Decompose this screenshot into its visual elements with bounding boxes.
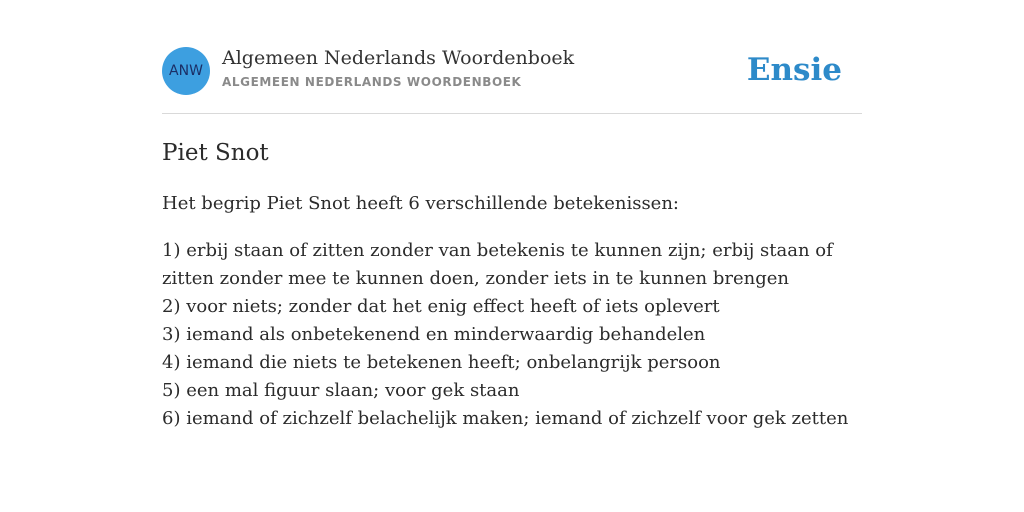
intro-text: Het begrip Piet Snot heeft 6 verschillende betekenissen: — [162, 193, 679, 214]
dictionary-subtitle: ALGEMEEN NEDERLANDS WOORDENBOEK — [222, 75, 522, 89]
anw-logo[interactable]: ANW — [162, 47, 210, 95]
meaning-item: 1) erbij staan of zitten zonder van betekenis te kunnen zijn; erbij staan of zitten zonder mee te kunnen doen, zonder iets in te kunnen brengen — [162, 240, 833, 289]
meaning-item: 5) een mal figuur slaan; voor gek staan — [162, 380, 520, 401]
meaning-item: 3) iemand als onbetekenend en minderwaardig behandelen — [162, 324, 706, 345]
card-header — [162, 46, 862, 114]
dictionary-card — [162, 46, 862, 429]
ensie-logo[interactable]: Ensie — [746, 52, 842, 88]
meaning-item: 2) voor niets; zonder dat het enig effect heeft of iets oplevert — [162, 296, 720, 317]
page-title: Piet Snot — [162, 140, 269, 166]
meaning-item: 4) iemand die niets te betekenen heeft; onbelangrijk persoon — [162, 352, 721, 373]
meaning-item: 6) iemand of zichzelf belachelijk maken; iemand of zichzelf voor gek zetten — [162, 408, 849, 429]
dictionary-title[interactable]: Algemeen Nederlands Woordenboek — [222, 47, 575, 69]
meanings-list — [162, 237, 862, 433]
